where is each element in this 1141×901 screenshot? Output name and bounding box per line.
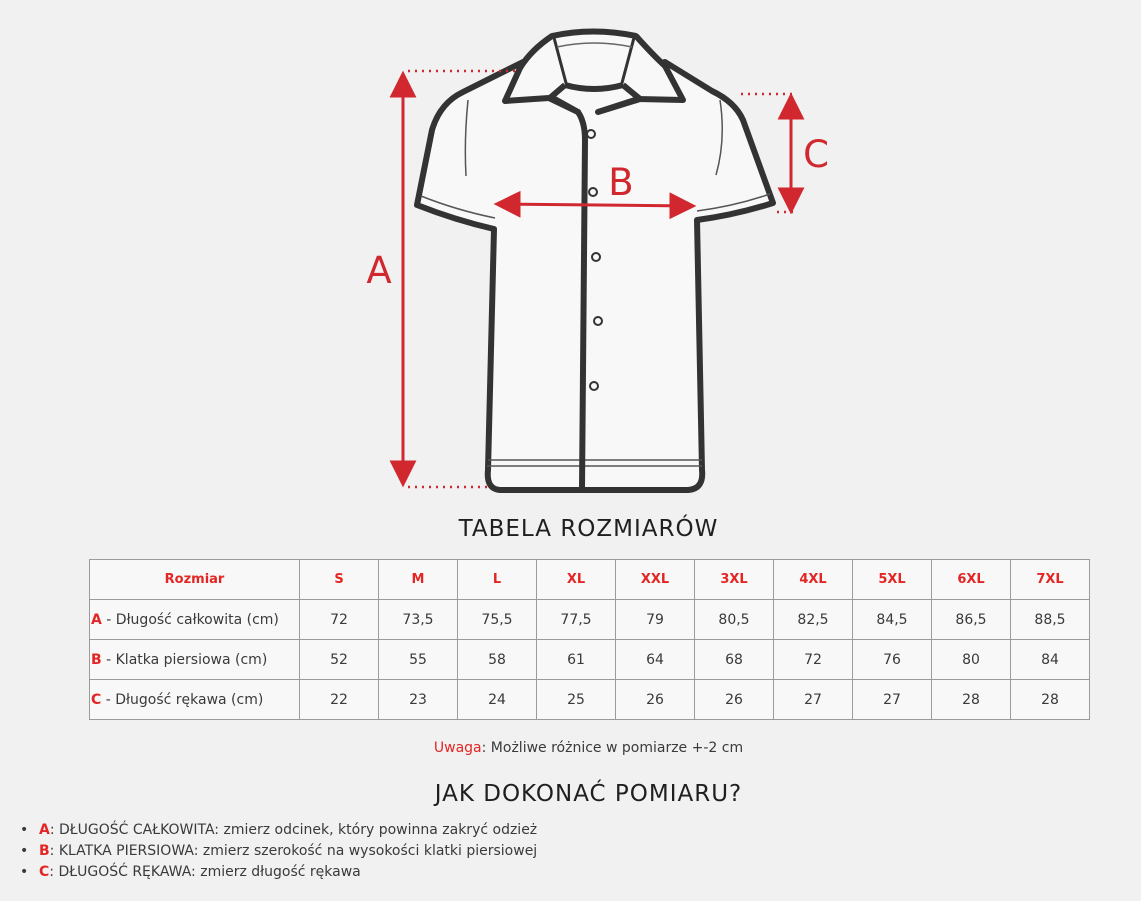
measurement-note <box>0 740 1141 756</box>
table-cell: 23 <box>379 680 458 720</box>
row-label-chest <box>90 640 300 680</box>
size-header-7xl: 7XL <box>1011 560 1090 600</box>
button-icon <box>590 382 598 390</box>
button-icon <box>587 130 595 138</box>
table-cell: 55 <box>379 640 458 680</box>
table-cell: 68 <box>695 640 774 680</box>
table-cell: 84 <box>1011 640 1090 680</box>
chest-arrow <box>499 204 691 206</box>
table-cell: 80 <box>932 640 1011 680</box>
size-header-3xl: 3XL <box>695 560 774 600</box>
row-letter: A <box>91 611 102 628</box>
table-cell: 80,5 <box>695 600 774 640</box>
row-label-text: - Klatka piersiowa (cm) <box>101 651 268 668</box>
table-cell: 52 <box>300 640 379 680</box>
list-item <box>36 820 537 841</box>
marker-b-label: B <box>608 161 634 204</box>
table-cell: 82,5 <box>774 600 853 640</box>
size-header-4xl: 4XL <box>774 560 853 600</box>
table-cell: 64 <box>616 640 695 680</box>
table-row <box>90 640 1090 680</box>
table-cell: 26 <box>616 680 695 720</box>
table-cell: 28 <box>932 680 1011 720</box>
row-letter: C <box>91 691 102 708</box>
table-cell: 27 <box>774 680 853 720</box>
list-item <box>36 862 537 883</box>
size-header-m: M <box>379 560 458 600</box>
list-item <box>36 841 537 862</box>
list-text: : DŁUGOŚĆ CAŁKOWITA: zmierz odcinek, który powinna zakryć odzież <box>49 822 538 838</box>
table-cell: 25 <box>537 680 616 720</box>
table-cell: 28 <box>1011 680 1090 720</box>
table-cell: 72 <box>774 640 853 680</box>
measure-instructions <box>36 820 537 883</box>
table-cell: 79 <box>616 600 695 640</box>
size-header-s: S <box>300 560 379 600</box>
table-cell: 72 <box>300 600 379 640</box>
table-cell: 75,5 <box>458 600 537 640</box>
table-cell: 22 <box>300 680 379 720</box>
row-label-text: - Długość całkowita (cm) <box>101 611 279 628</box>
size-header-5xl: 5XL <box>853 560 932 600</box>
table-cell: 73,5 <box>379 600 458 640</box>
list-letter: C <box>39 864 50 880</box>
row-letter: B <box>91 651 102 668</box>
table-cell: 86,5 <box>932 600 1011 640</box>
size-table-header-label: Rozmiar <box>90 560 300 600</box>
button-icon <box>594 317 602 325</box>
shirt-outline-icon <box>417 62 773 490</box>
button-icon <box>592 253 600 261</box>
size-header-l: L <box>458 560 537 600</box>
size-table-title: TABELA ROZMIARÓW <box>458 516 719 542</box>
table-cell: 88,5 <box>1011 600 1090 640</box>
size-header-xl: XL <box>537 560 616 600</box>
button-icon <box>589 188 597 196</box>
size-table-header-row <box>90 560 1090 600</box>
list-text: : KLATKA PIERSIOWA: zmierz szerokość na wysokości klatki piersiowej <box>49 843 538 859</box>
table-cell: 27 <box>853 680 932 720</box>
list-letter: B <box>39 843 50 859</box>
size-header-6xl: 6XL <box>932 560 1011 600</box>
row-label-length <box>90 600 300 640</box>
marker-c-label: C <box>803 133 829 176</box>
table-cell: 76 <box>853 640 932 680</box>
table-cell: 58 <box>458 640 537 680</box>
row-label-sleeve <box>90 680 300 720</box>
marker-a-label: A <box>366 249 392 292</box>
table-row <box>90 600 1090 640</box>
table-cell: 84,5 <box>853 600 932 640</box>
table-cell: 24 <box>458 680 537 720</box>
row-label-text: - Długość rękawa (cm) <box>101 691 264 708</box>
table-cell: 26 <box>695 680 774 720</box>
note-text: : Możliwe różnice w pomiarze +-2 cm <box>481 740 744 756</box>
how-to-measure-title: JAK DOKONAĆ POMIARU? <box>434 781 743 807</box>
table-row <box>90 680 1090 720</box>
table-cell: 77,5 <box>537 600 616 640</box>
list-letter: A <box>39 822 50 838</box>
note-label: Uwaga <box>433 740 482 756</box>
list-text: : DŁUGOŚĆ RĘKAWA: zmierz długość rękawa <box>49 864 361 880</box>
size-table <box>89 559 1090 720</box>
table-cell: 61 <box>537 640 616 680</box>
size-header-xxl: XXL <box>616 560 695 600</box>
